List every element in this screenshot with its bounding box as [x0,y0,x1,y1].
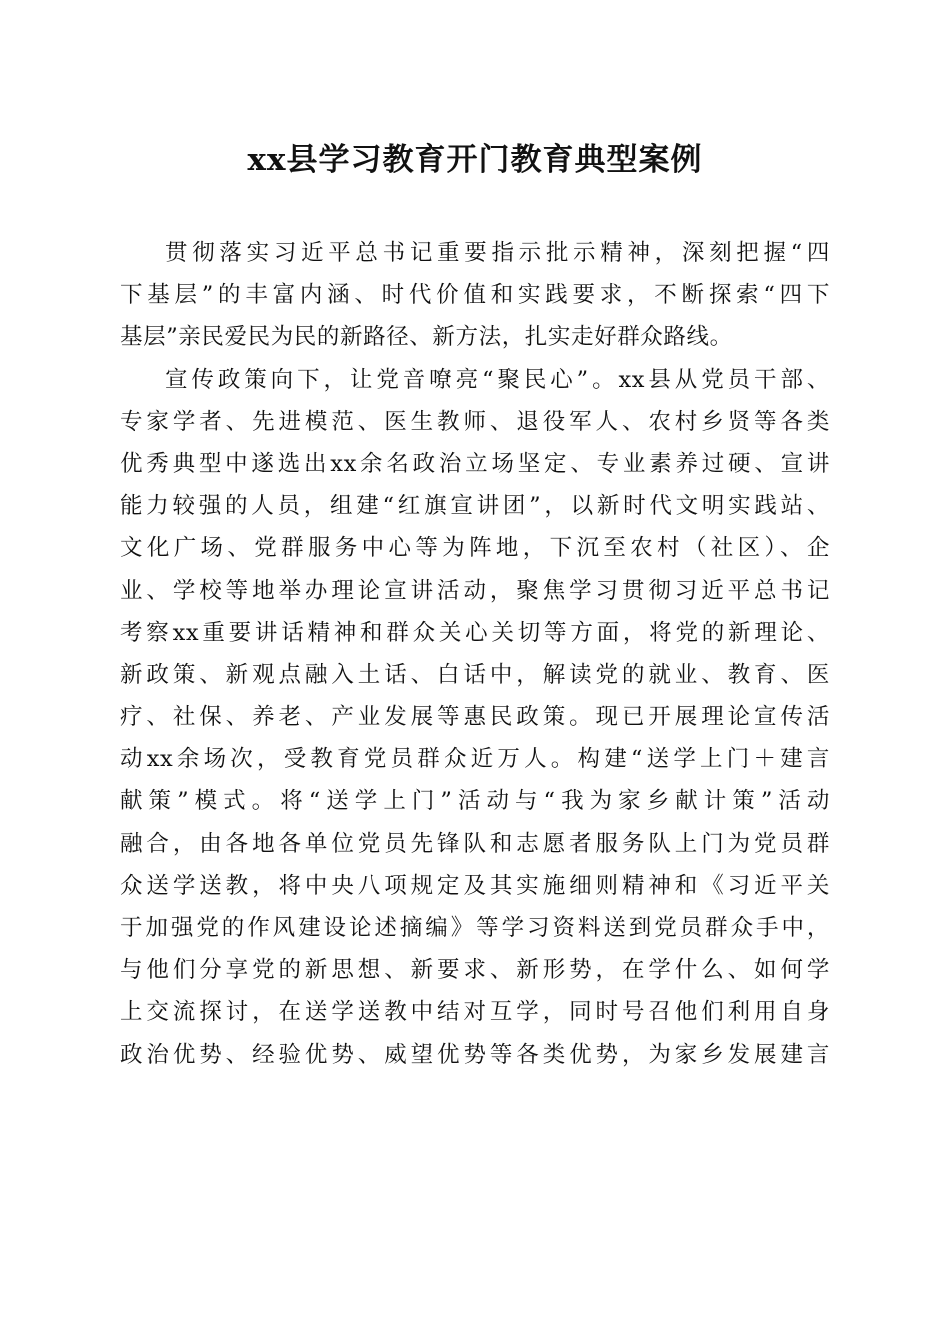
paragraph-line: 宣传政策向下，让党音嘹亮“聚民心”。xx县从党员干部、 [165,366,830,393]
paragraph-line: 考察xx重要讲话精神和群众关心关切等方面，将党的新理论、 [120,619,830,646]
paragraph-line: 政治优势、经验优势、威望优势等各类优势，为家乡发展建言 [120,1041,830,1068]
paragraph-line: 众送学送教，将中央八项规定及其实施细则精神和《习近平关 [120,872,830,899]
paragraph-line: 疗、社保、养老、产业发展等惠民政策。现已开展理论宣传活 [120,704,830,731]
paragraph-2 [120,359,830,1076]
paragraph-line: 与他们分享党的新思想、新要求、新形势，在学什么、如何学 [120,957,830,984]
document-body [120,232,830,1076]
paragraph-line: 能力较强的人员，组建“红旗宣讲团”，以新时代文明实践站、 [120,493,830,520]
paragraph-line: 动xx余场次，受教育党员群众近万人。构建“送学上门＋建言 [120,746,830,773]
paragraph-line: 贯彻落实习近平总书记重要指示批示精神，深刻把握“四 [165,240,830,266]
paragraph-line: 上交流探讨，在送学送教中结对互学，同时号召他们利用自身 [120,999,830,1026]
paragraph-line: 优秀典型中遂选出xx余名政治立场坚定、专业素养过硬、宣讲 [120,450,830,477]
document-title: xx县学习教育开门教育典型案例 [247,142,703,178]
paragraph-line: 于加强党的作风建设论述摘编》等学习资料送到党员群众手中， [120,915,830,941]
paragraph-line: 新政策、新观点融入土话、白话中，解读党的就业、教育、医 [120,661,830,688]
paragraph-line: 专家学者、先进模范、医生教师、退役军人、农村乡贤等各类 [120,408,830,435]
paragraph-line: 业、学校等地举办理论宣讲活动，聚焦学习贯彻习近平总书记 [120,577,830,604]
paragraph-1 [120,232,830,359]
paragraph-line: 基层”亲民爱民为民的新路径、新方法，扎实走好群众路线。 [120,324,733,351]
paragraph-line: 下基层”的丰富内涵、时代价值和实践要求，不断探索“四下 [120,282,830,309]
paragraph-line: 文化广场、党群服务中心等为阵地，下沉至农村（社区）、企 [120,535,830,562]
paragraph-line: 融合，由各地各单位党员先锋队和志愿者服务队上门为党员群 [120,830,830,857]
paragraph-line: 献策”模式。将“送学上门”活动与“我为家乡献计策”活动 [120,788,830,815]
